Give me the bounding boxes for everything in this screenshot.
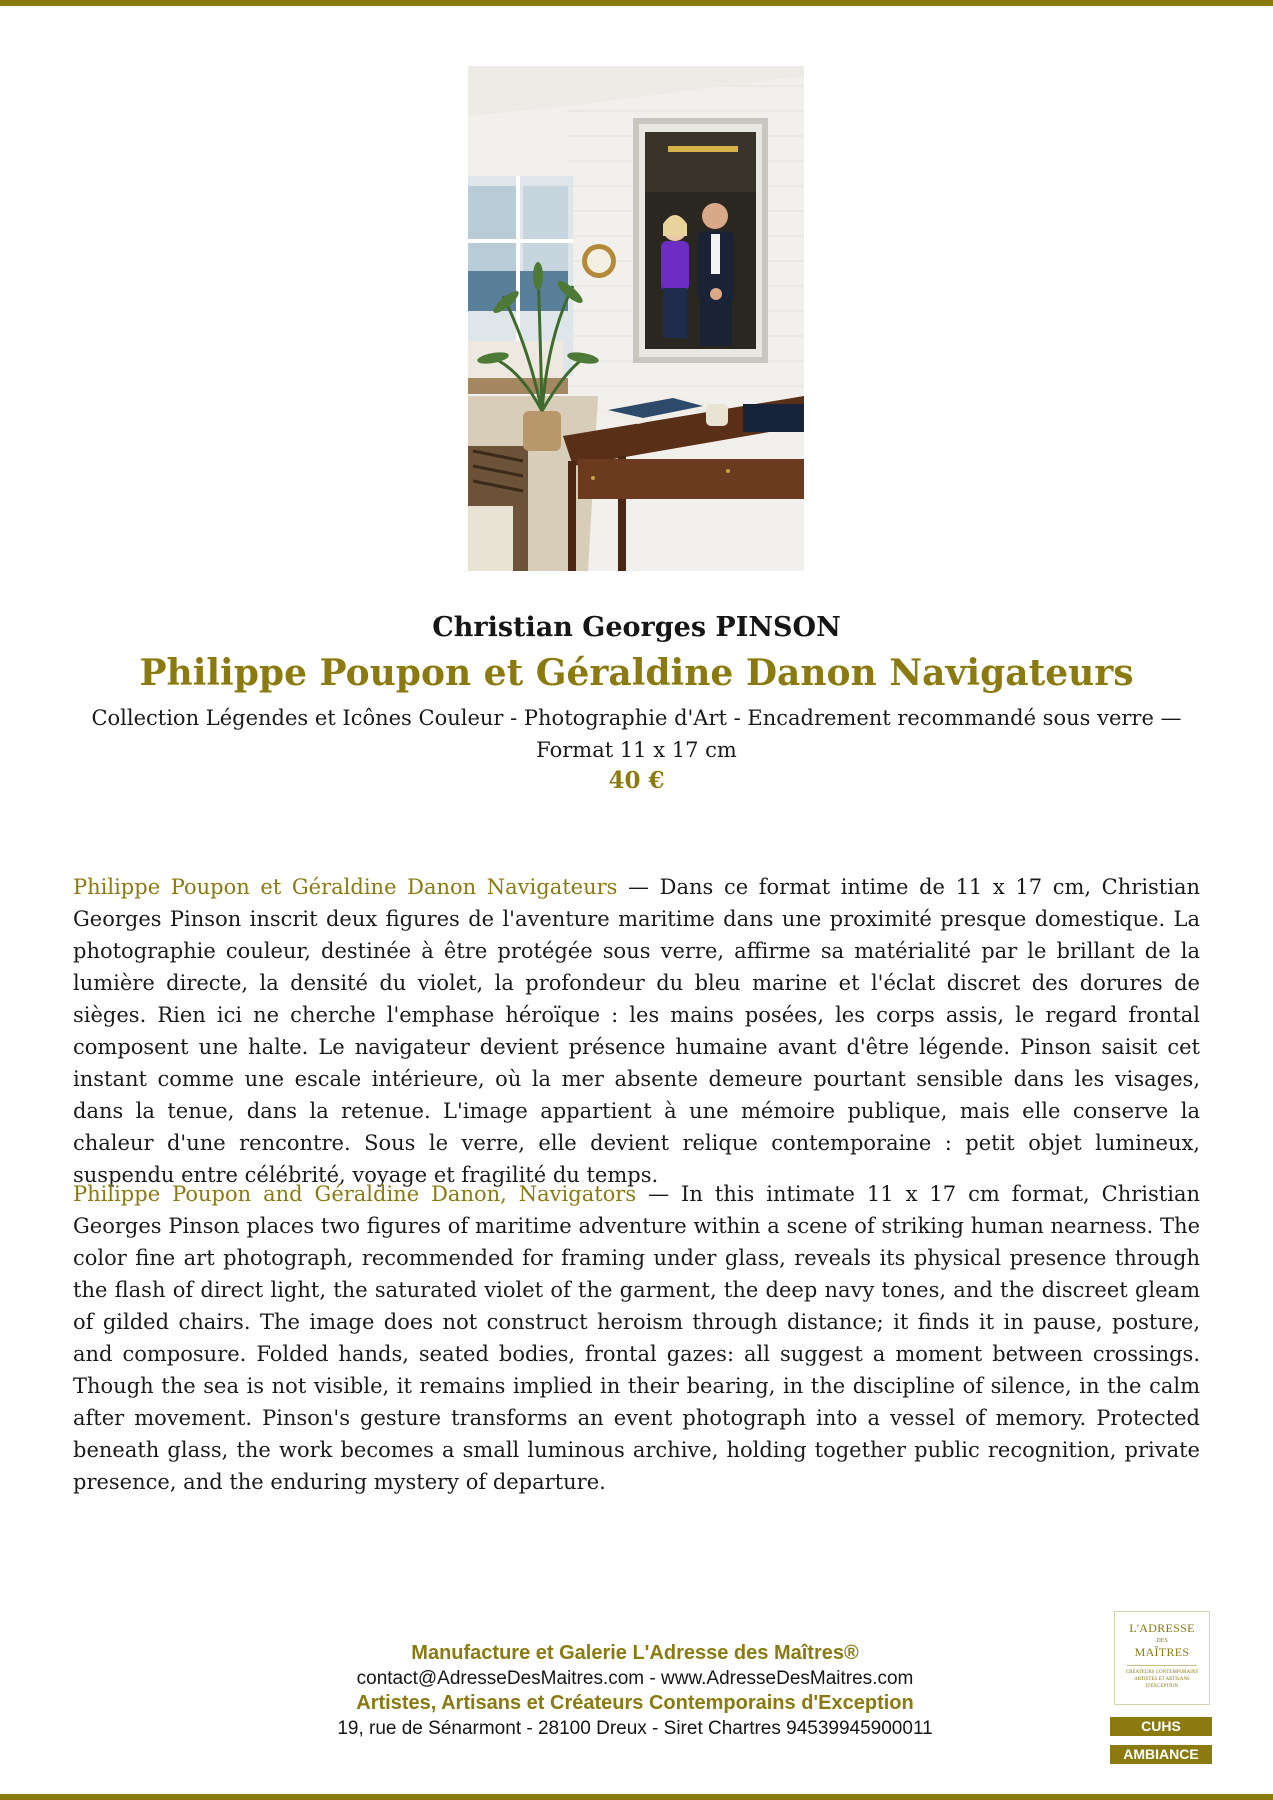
description-en-lead: Philippe Poupon and Géraldine Danon, Navigators xyxy=(73,1182,637,1206)
artwork-photo xyxy=(468,66,804,571)
top-border xyxy=(0,0,1273,6)
footer-address: 19, rue de Sénarmont - 28100 Dreux - Siret Chartres 94539945900011 xyxy=(337,1718,933,1739)
description-fr xyxy=(73,871,1200,1191)
gallery-logo xyxy=(1114,1611,1210,1705)
footer-company: Manufacture et Galerie L'Adresse des Maîtres® xyxy=(411,1642,859,1664)
artwork-subtitle: Collection Légendes et Icônes Couleur - Photographie d'Art - Encadrement recommandé sous verre — Format 11 x 17 cm xyxy=(91,706,1182,762)
logo-line3: MAÎTRES xyxy=(1134,1645,1190,1659)
bottom-border xyxy=(0,1794,1273,1800)
artist-name: Christian Georges PINSON xyxy=(432,612,841,643)
price: 40 € xyxy=(608,767,665,794)
description-fr-lead: Philippe Poupon et Géraldine Danon Navigateurs xyxy=(73,875,618,899)
description-fr-text: — Dans ce format intime de 11 x 17 cm, Christian Georges Pinson inscrit deux figures de l'aventure maritime dans une proximité presque domestique. La photographie couleur, destinée à être protégée sous verre, affirme sa matérialité par le brillant de la lumière directe, la densité du violet, la profondeur du bleu marine et l'éclat discret des dorures de sièges. Rien ici ne cherche l'emphase héroïque : les mains posées, les corps assis, le regard frontal composent une halte. Le navigateur devient présence humaine avant d'être légende. Pinson saisit cet instant comme une escale intérieure, où la mer absente demeure pourtant sensible dans les visages, dans la tenue, dans la retenue. L'image appartient à une mémoire publique, mais elle conserve la chaleur d'une rencontre. Sous le verre, elle devient relique contemporaine : petit objet lumineux, suspendu entre célébrité, voyage et fragilité du temps. xyxy=(73,875,1201,1187)
footer xyxy=(235,1641,1035,1741)
description-en xyxy=(73,1178,1200,1498)
logo-line1: L'ADRESSE xyxy=(1129,1621,1195,1635)
badge-ambiance: AMBIANCE xyxy=(1110,1745,1212,1764)
artwork-title: Philippe Poupon et Géraldine Danon Navigateurs xyxy=(139,652,1134,694)
footer-contact: contact@AdresseDesMaitres.com - www.AdresseDesMaitres.com xyxy=(356,1668,914,1689)
logo-line4: CRÉATEURS CONTEMPORAINS ARTISTES ET ARTISANS D'EXCEPTION xyxy=(1125,1670,1199,1689)
footer-tagline: Artistes, Artisans et Créateurs Contemporains d'Exception xyxy=(356,1692,914,1714)
logo-divider xyxy=(1127,1665,1197,1666)
badge-cuhs: CUHS xyxy=(1110,1717,1212,1736)
logo-line2: DES xyxy=(1156,1638,1168,1644)
description-en-text: — In this intimate 11 x 17 cm format, Christian Georges Pinson places two figures of maritime adventure within a scene of striking human nearness. The color fine art photograph, recommended for framing under glass, reveals its physical presence through the flash of direct light, the saturated violet of the garment, the deep navy tones, and the discreet gleam of gilded chairs. The image does not construct heroism through distance; it finds it in pause, posture, and composure. Folded hands, seated bodies, frontal gazes: all suggest a moment between crossings. Though the sea is not visible, it remains implied in their bearing, in the discipline of silence, in the calm after movement. Pinson's gesture transforms an event photograph into a vessel of memory. Protected beneath glass, the work becomes a small luminous archive, holding together public recognition, private presence, and the enduring mystery of departure. xyxy=(73,1182,1200,1494)
